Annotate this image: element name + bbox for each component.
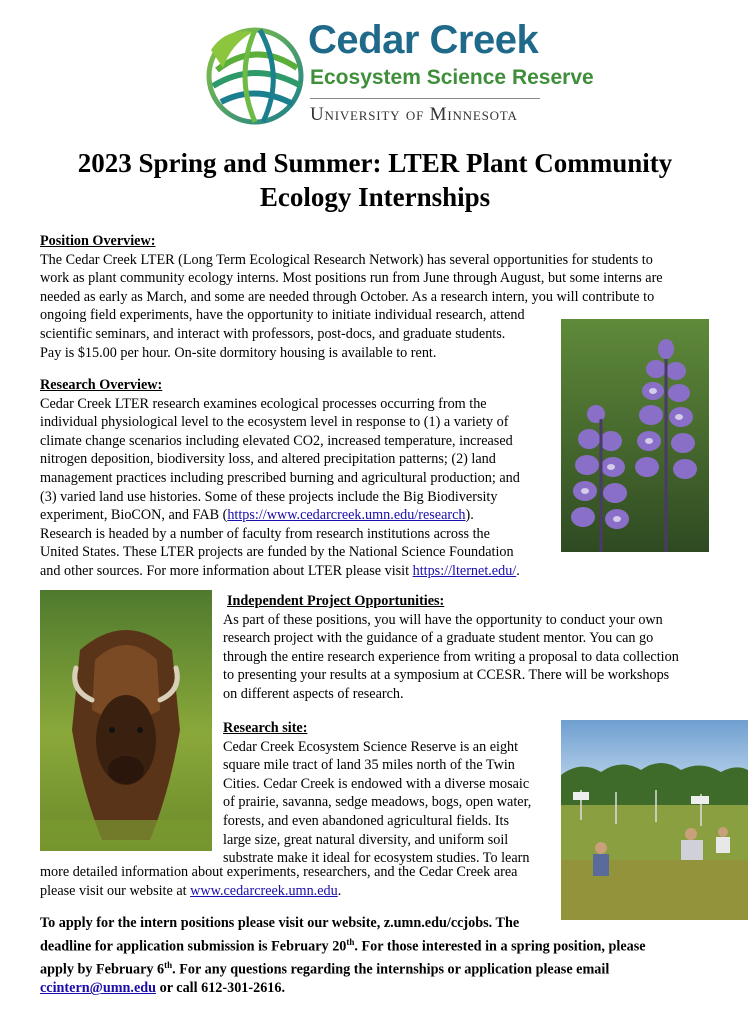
research-overview-heading: Research Overview:: [40, 377, 163, 393]
title-line-2: Ecology Internships: [259, 182, 491, 212]
research-line: individual physiological level to the ecosystem level in response to (1) a variety of: [40, 414, 509, 431]
apply-text: deadline for application submission is February 20: [40, 938, 347, 955]
research-line: [40, 506, 520, 525]
research-url-link[interactable]: https://www.cedarcreek.umn.edu/research: [227, 507, 466, 524]
project-line: to presenting your results at a symposium at CCESR. There will be workshops: [223, 667, 670, 684]
research-line: climate change scenarios including elevated CO2, increased temperature, increased: [40, 432, 513, 449]
cedarcreek-site-link[interactable]: www.cedarcreek.umn.edu: [190, 882, 338, 899]
project-line: research project with the guidance of a graduate student mentor. You can go: [223, 630, 654, 647]
org-name: Cedar Creek: [308, 18, 539, 62]
site-text: .: [337, 882, 342, 899]
research-line: Research is headed by a number of faculty from research institutions across the: [40, 525, 490, 542]
position-line: needed as early as March, and some are needed through October. As a research intern, you will contribute to: [40, 288, 655, 305]
university-name: University of Minnesota: [310, 104, 518, 125]
position-line: ongoing field experiments, have the opportunity to initiate individual research, attend: [40, 307, 525, 324]
site-line: more detailed information about experiments, researchers, and the Cedar Creek area: [40, 864, 518, 880]
research-text: .: [516, 562, 520, 579]
title-line-1: 2023 Spring and Summer: LTER Plant Community: [77, 148, 673, 178]
position-line: scientific seminars, and interact with professors, post-docs, and graduate students.: [40, 325, 506, 342]
independent-project-section: [223, 592, 679, 704]
org-subtitle: Ecosystem Science Reserve: [310, 66, 594, 89]
position-line: The Cedar Creek LTER (Long Term Ecological Research Network) has several opportunities for students to: [40, 251, 653, 268]
apply-sup: th: [164, 959, 173, 970]
apply-text: or call 612-301-2616.: [156, 980, 286, 997]
logo-divider: [310, 98, 540, 99]
research-site-section: [223, 719, 531, 868]
position-overview-heading: Position Overview:: [40, 233, 156, 249]
research-line: Cedar Creek LTER research examines ecological processes occurring from the: [40, 395, 487, 412]
research-text: and other sources. For more information about LTER please visit: [40, 562, 413, 579]
lter-url-link[interactable]: https://lternet.edu/: [412, 562, 517, 579]
research-line: nitrogen deposition, biodiversity loss, and altered precipitation patterns; (2) land: [40, 451, 496, 468]
apply-text: . For any questions regarding the internships or application please email: [172, 961, 610, 978]
email-link[interactable]: ccintern@umn.edu: [40, 980, 157, 997]
apply-section: [40, 914, 646, 998]
site-line: square mile tract of land 35 miles north of the Twin: [223, 757, 515, 774]
field-research-photo: [561, 720, 748, 920]
bison-photo: [40, 590, 212, 851]
site-line: Cedar Creek Ecosystem Science Reserve is an eight: [223, 738, 519, 755]
apply-text: . For those interested in a spring position, please: [354, 938, 646, 955]
research-site-heading: Research site:: [223, 720, 308, 736]
cedar-creek-logo-icon: [205, 20, 315, 130]
site-line: of prairie, savanna, sedge meadows, bogs, open water,: [223, 794, 532, 811]
apply-text: apply by February 6: [40, 961, 165, 978]
apply-line: [40, 979, 646, 998]
project-line: As part of these positions, you will have the opportunity to conduct your own: [223, 611, 663, 628]
lupine-flower-photo: [561, 319, 709, 552]
site-line: forests, and even abandoned agricultural fields. Its: [223, 812, 510, 829]
page-title: [40, 146, 710, 214]
research-line: [40, 562, 520, 581]
project-line: on different aspects of research.: [223, 685, 404, 702]
site-line: substrate make it ideal for ecosystem studies. To learn: [223, 850, 530, 867]
apply-sup: th: [346, 936, 355, 947]
apply-line: [40, 933, 646, 956]
research-overview-section: [40, 376, 520, 581]
research-line: management practices including prescribed burning and agricultural production; and: [40, 469, 520, 486]
apply-line: To apply for the intern positions please visit our website, z.umn.edu/ccjobs. The: [40, 915, 520, 931]
position-line: Pay is $15.00 per hour. On-site dormitory housing is available to rent.: [40, 344, 437, 361]
research-line: United States. These LTER projects are funded by the National Science Foundation: [40, 544, 514, 561]
site-line: [40, 882, 517, 901]
independent-project-heading: Independent Project Opportunities:: [227, 593, 445, 609]
research-text: ).: [465, 507, 474, 524]
research-site-continued: [40, 863, 517, 900]
site-line: large size, great natural diversity, and uniform soil: [223, 831, 509, 848]
project-line: through the entire research experience from writing a proposal to data collection: [223, 648, 679, 665]
research-line: (3) varied land use histories. Some of these projects include the Big Biodiversity: [40, 488, 498, 505]
research-text: experiment, BioCON, and FAB (: [40, 507, 228, 524]
site-line: Cities. Cedar Creek is endowed with a diverse mosaic: [223, 775, 530, 792]
site-text: please visit our website at: [40, 882, 191, 899]
apply-line: [40, 956, 646, 979]
position-line: work as plant community ecology interns. Most positions run from June through August, but some interns are: [40, 270, 663, 287]
